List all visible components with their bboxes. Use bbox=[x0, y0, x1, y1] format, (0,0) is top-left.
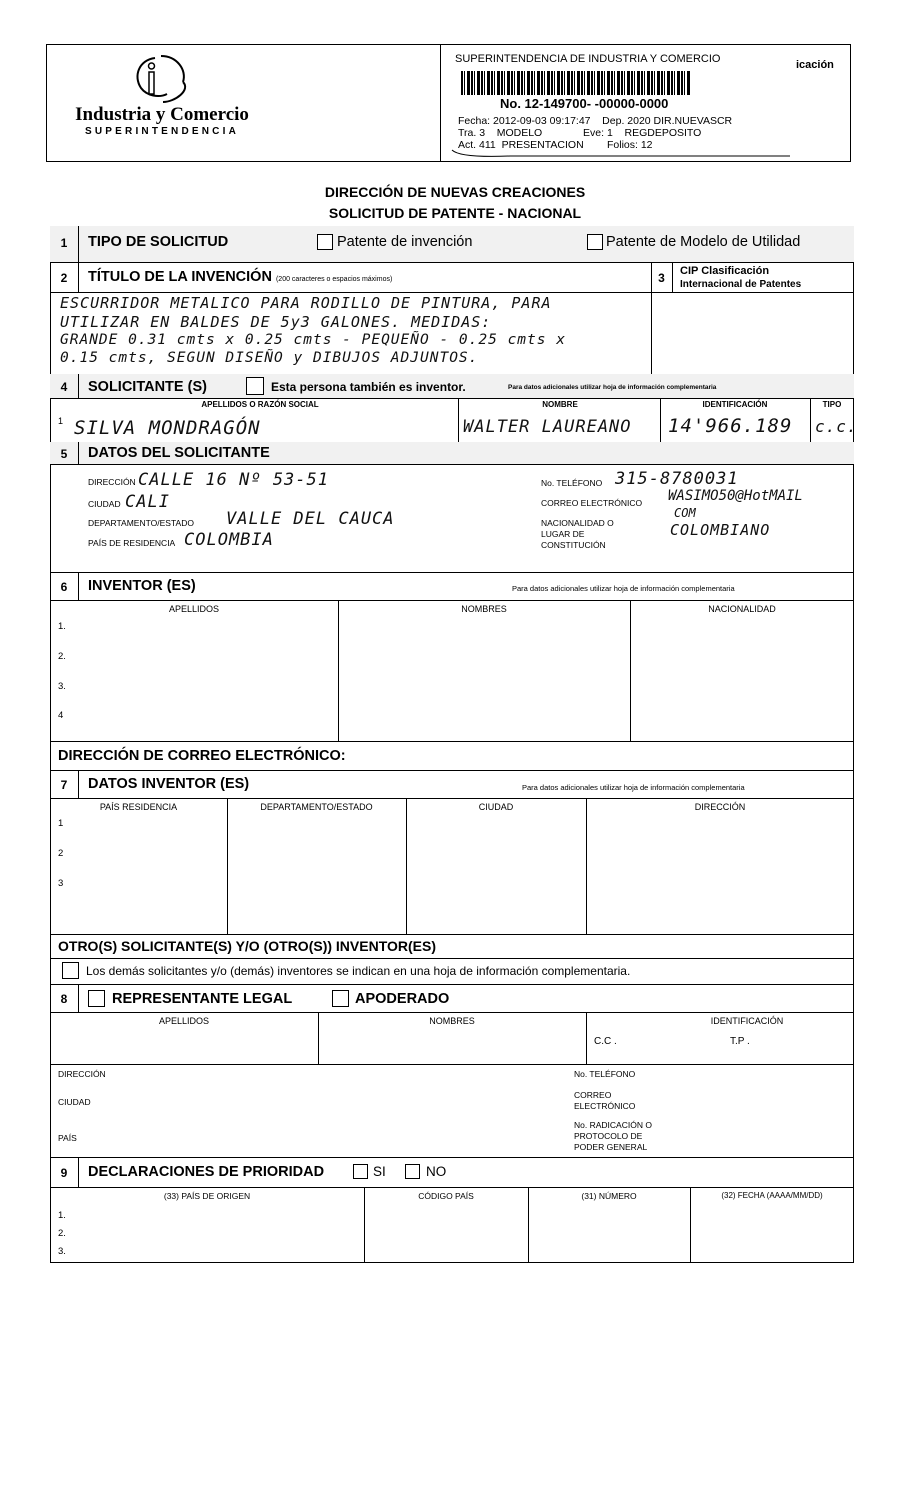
nacionalidad-value[interactable]: COLOMBIANO bbox=[670, 521, 771, 539]
datos-inventor-note: Para datos adicionales utilizar hoja de información complementaria bbox=[522, 783, 745, 792]
prioridad-si-checkbox[interactable] bbox=[353, 1164, 368, 1179]
entity-name: SUPERINTENDENCIA DE INDUSTRIA Y COMERCIO bbox=[455, 53, 721, 65]
inventores-col-nacionalidad: NACIONALIDAD bbox=[708, 604, 776, 614]
header-tab-label: icación bbox=[796, 59, 834, 71]
ciudad-label: CIUDAD bbox=[88, 499, 121, 509]
prioridad-row-1: 1. bbox=[58, 1210, 66, 1221]
telefono-value[interactable]: 315-8780031 bbox=[615, 469, 739, 489]
representante-correo-label-1: CORREO bbox=[574, 1090, 612, 1100]
apoderado-label: APODERADO bbox=[355, 991, 450, 1007]
solicitante-note: Para datos adicionales utilizar hoja de información complementaria bbox=[508, 384, 717, 391]
datos-inventor-label: DATOS INVENTOR (ES) bbox=[88, 776, 250, 792]
titulo-line-1[interactable]: ESCURRIDOR METALICO PARA RODILLO DE PINTURA, PARA bbox=[60, 294, 552, 312]
nacionalidad-label-3: CONSTITUCIÓN bbox=[541, 540, 606, 550]
col-identificacion: IDENTIFICACIÓN bbox=[702, 400, 768, 409]
section-8-number: 8 bbox=[60, 992, 68, 1006]
prioridad-row-3: 3. bbox=[58, 1246, 66, 1257]
representante-direccion-label: DIRECCIÓN bbox=[58, 1069, 106, 1079]
nacionalidad-label-2: LUGAR DE bbox=[541, 529, 585, 539]
cip-label-1: CIP Clasificación bbox=[680, 265, 770, 277]
inventores-label: INVENTOR (ES) bbox=[88, 578, 196, 594]
representante-correo-label-2: ELECTRÓNICO bbox=[574, 1101, 636, 1111]
datos-inventor-row-3: 3 bbox=[58, 878, 64, 889]
section-5-number: 5 bbox=[60, 447, 68, 461]
telefono-label: No. TELÉFONO bbox=[541, 478, 603, 488]
modelo-utilidad-label: Patente de Modelo de Utilidad bbox=[606, 234, 801, 250]
hoja-complementaria-label: Los demás solicitantes y/o (demás) inventores se indican en una hoja de información complementaria. bbox=[86, 964, 631, 978]
tambien-inventor-label: Esta persona también es inventor. bbox=[271, 380, 466, 394]
representante-legal-label: REPRESENTANTE LEGAL bbox=[112, 991, 293, 1007]
titulo-line-3[interactable]: GRANDE 0.31 cmts x 0.25 cmts - PEQUEÑO - 0.25 cmts x bbox=[60, 332, 566, 348]
patente-invencion-checkbox[interactable] bbox=[317, 234, 333, 250]
section-9-number: 9 bbox=[60, 1166, 68, 1180]
pais-residencia-label: PAÍS DE RESIDENCIA bbox=[88, 538, 176, 548]
representante-col-nombres: NOMBRES bbox=[429, 1016, 475, 1026]
representante-telefono-label: No. TELÉFONO bbox=[574, 1069, 636, 1079]
inventores-note: Para datos adicionales utilizar hoja de información complementaria bbox=[512, 584, 735, 593]
section-4-number: 4 bbox=[60, 380, 68, 394]
inventor-col-ciudad: CIUDAD bbox=[478, 802, 514, 812]
ciudad-value[interactable]: CALI bbox=[125, 492, 170, 512]
prioridad-col-numero: (31) NÚMERO bbox=[581, 1191, 637, 1201]
declaraciones-prioridad-label: DECLARACIONES DE PRIORIDAD bbox=[88, 1164, 325, 1180]
hoja-complementaria-checkbox[interactable] bbox=[62, 962, 79, 979]
titulo-invencion-note: (200 caracteres o espacios máximos) bbox=[275, 276, 393, 283]
prioridad-col-codigo: CÓDIGO PAÍS bbox=[418, 1191, 474, 1201]
col-tipo: TIPO bbox=[822, 400, 842, 409]
titulo-invencion-text: TÍTULO DE LA INVENCIÓN bbox=[88, 269, 272, 285]
inventor-row-1: 1. bbox=[58, 621, 66, 632]
pais-residencia-value[interactable]: COLOMBIA bbox=[184, 530, 274, 550]
inventores-col-nombres: NOMBRES bbox=[461, 604, 507, 614]
representante-col-identificacion: IDENTIFICACIÓN bbox=[710, 1016, 784, 1026]
prioridad-col-fecha: (32) FECHA (AAAA/MM/DD) bbox=[721, 1191, 823, 1200]
correo-value[interactable]: WASIMO50@HotMAIL bbox=[668, 488, 803, 504]
section-1-number: 1 bbox=[60, 236, 68, 250]
inventor-row-2: 2. bbox=[58, 651, 66, 662]
prioridad-no-label: NO bbox=[426, 1164, 447, 1179]
cip-label-2: Internacional de Patentes bbox=[680, 279, 802, 290]
form-title-1: DIRECCIÓN DE NUEVAS CREACIONES bbox=[324, 184, 586, 200]
inventores-col-apellidos: APELLIDOS bbox=[168, 604, 220, 614]
datos-inventor-row-1: 1 bbox=[58, 818, 64, 829]
inventor-col-departamento: DEPARTAMENTO/ESTADO bbox=[260, 802, 373, 812]
logo-name: Industria y Comercio bbox=[75, 104, 249, 125]
tambien-inventor-checkbox[interactable] bbox=[246, 377, 264, 395]
superintendencia-logo-icon bbox=[125, 52, 195, 108]
direccion-label: DIRECCIÓN bbox=[88, 477, 136, 487]
col-nombre: NOMBRE bbox=[542, 400, 578, 409]
section-3-number: 3 bbox=[658, 271, 665, 285]
representante-cc: C.C . bbox=[594, 1036, 617, 1047]
datos-inventor-row-2: 2 bbox=[58, 848, 64, 859]
representante-legal-checkbox[interactable] bbox=[88, 990, 105, 1007]
departamento-value[interactable]: VALLE DEL CAUCA bbox=[226, 509, 395, 529]
logo-subtitle: SUPERINTENDENCIA bbox=[85, 126, 239, 137]
correo-label: CORREO ELECTRÓNICO bbox=[541, 498, 643, 508]
datos-solicitante-label: DATOS DEL SOLICITANTE bbox=[88, 445, 270, 461]
modelo-utilidad-checkbox[interactable] bbox=[587, 234, 603, 250]
section-2-number: 2 bbox=[60, 271, 68, 285]
representante-col-apellidos: APELLIDOS bbox=[158, 1016, 210, 1026]
section-6-number: 6 bbox=[60, 580, 68, 594]
departamento-label: DEPARTAMENTO/ESTADO bbox=[88, 518, 194, 528]
act-line: Act. 411 PRESENTACION Folios: 12 bbox=[458, 139, 653, 151]
solicitante-row-number: 1 bbox=[58, 416, 64, 426]
inventor-col-direccion: DIRECCIÓN bbox=[694, 802, 746, 812]
direccion-value[interactable]: CALLE 16 Nº 53-51 bbox=[138, 470, 329, 490]
solicitante-id[interactable]: 14'966.189 bbox=[668, 415, 793, 437]
representante-tp: T.P . bbox=[730, 1036, 750, 1047]
prioridad-row-2: 2. bbox=[58, 1228, 66, 1239]
tra-line: Tra. 3 MODELO Eve: 1 REGDEPOSITO bbox=[458, 127, 702, 139]
solicitante-label: SOLICITANTE (S) bbox=[88, 379, 207, 395]
stamp-underline bbox=[450, 148, 795, 160]
radicado-number: No. 12-149700- -00000-0000 bbox=[500, 96, 669, 111]
col-apellidos-razon: APELLIDOS O RAZÓN SOCIAL bbox=[201, 400, 319, 409]
prioridad-no-checkbox[interactable] bbox=[405, 1164, 420, 1179]
form-title-2: SOLICITUD DE PATENTE - NACIONAL bbox=[328, 205, 582, 221]
section-7-number: 7 bbox=[60, 778, 68, 792]
prioridad-si-label: SI bbox=[373, 1164, 386, 1179]
representante-pais-label: PAÍS bbox=[58, 1133, 77, 1143]
solicitante-apellidos[interactable]: SILVA MONDRAGÓN bbox=[74, 417, 261, 439]
patente-invencion-label: Patente de invención bbox=[337, 234, 473, 250]
titulo-line-2[interactable]: UTILIZAR EN BALDES DE 5y3 GALONES. MEDIDAS: bbox=[60, 313, 492, 331]
prioridad-col-pais: (33) PAÍS DE ORIGEN bbox=[163, 1191, 251, 1201]
tipo-solicitud-label: TIPO DE SOLICITUD bbox=[88, 234, 229, 250]
nacionalidad-label-1: NACIONALIDAD O bbox=[541, 518, 614, 528]
titulo-line-4[interactable]: 0.15 cmts, SEGUN DISEÑO y DIBUJOS ADJUNTOS. bbox=[60, 350, 479, 366]
representante-ciudad-label: CIUDAD bbox=[58, 1097, 91, 1107]
otros-solicitantes-label: OTRO(S) SOLICITANTE(S) Y/O (OTRO(S)) INVENTOR(ES) bbox=[58, 938, 436, 954]
correo-value-2[interactable]: COM bbox=[674, 506, 696, 520]
header-divider bbox=[440, 44, 441, 162]
barcode bbox=[461, 71, 690, 95]
apoderado-checkbox[interactable] bbox=[332, 990, 349, 1007]
inventor-row-3: 3. bbox=[58, 681, 66, 692]
radicacion-label-2: PROTOCOLO DE bbox=[574, 1131, 643, 1141]
titulo-invencion-label bbox=[88, 269, 392, 285]
radicacion-label-1: No. RADICACIÓN O bbox=[574, 1120, 652, 1130]
correo-electronico-section: DIRECCIÓN DE CORREO ELECTRÓNICO: bbox=[58, 748, 346, 764]
fecha-line: Fecha: 2012-09-03 09:17:47 Dep. 2020 DIR.NUEVASCR bbox=[458, 115, 733, 127]
solicitante-nombre[interactable]: WALTER LAUREANO bbox=[463, 417, 632, 437]
radicacion-label-3: PODER GENERAL bbox=[574, 1142, 648, 1152]
inventor-row-4: 4 bbox=[58, 710, 64, 721]
solicitante-tipo[interactable]: c.c. bbox=[815, 417, 858, 436]
inventor-col-pais: PAÍS RESIDENCIA bbox=[99, 802, 178, 812]
